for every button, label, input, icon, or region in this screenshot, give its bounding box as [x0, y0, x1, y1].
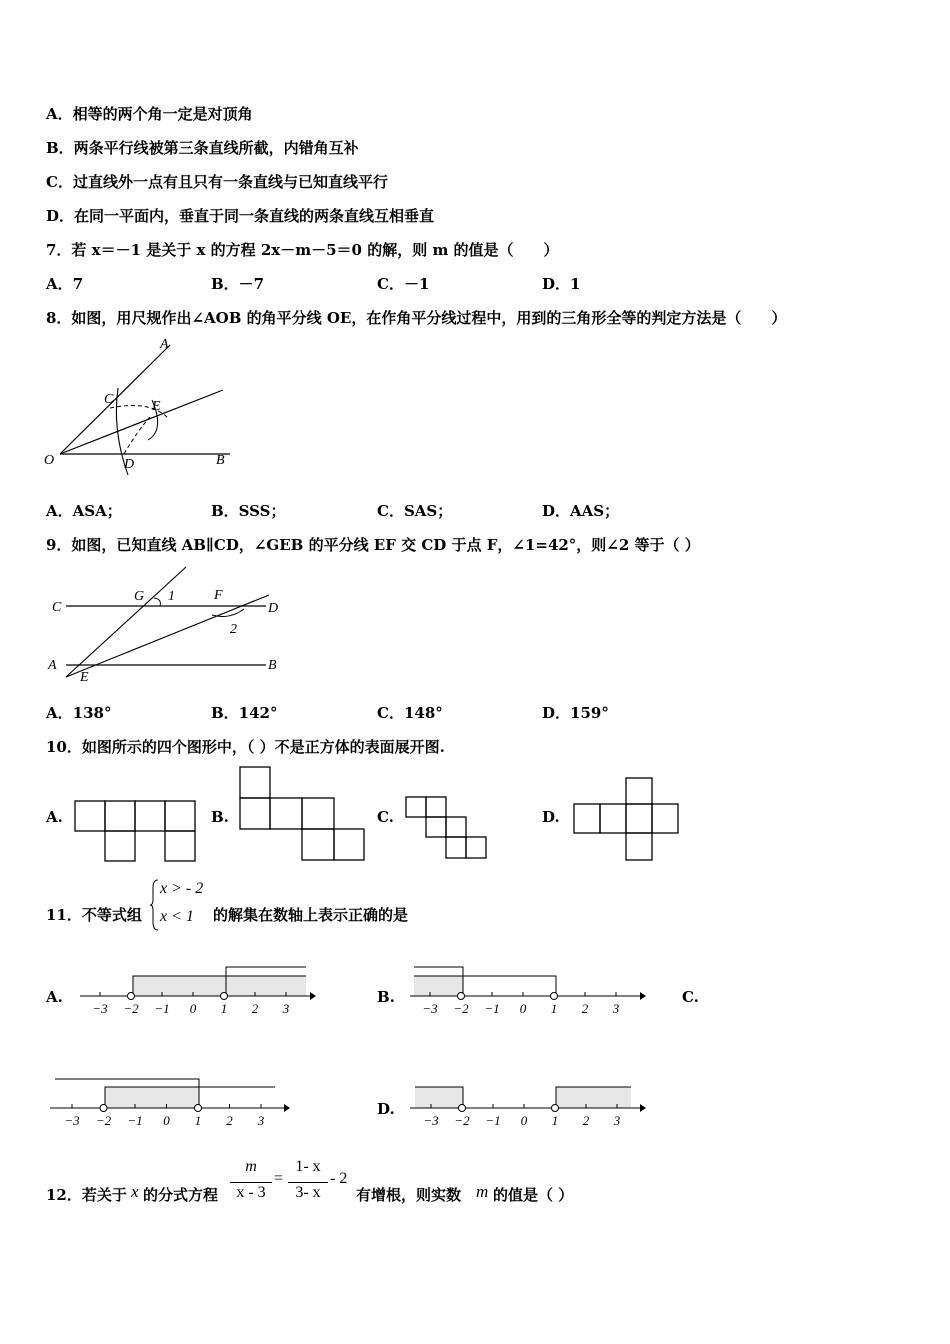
axis-arrow: [640, 1104, 646, 1112]
q8-option-c: C．SAS；: [377, 502, 453, 520]
q10-label-d: D.: [542, 808, 560, 826]
open-endpoint: [195, 1105, 202, 1112]
q9-option-a: A．138°: [46, 704, 112, 722]
open-endpoint: [459, 1105, 466, 1112]
q8-label-o: O: [44, 453, 55, 468]
tick-label: 1: [551, 1113, 559, 1128]
tick-label: 2: [582, 1113, 590, 1128]
q8-figure: [40, 330, 240, 480]
q9-label-e: E: [80, 670, 89, 685]
tick-label: −3: [422, 1001, 438, 1016]
tick-label: −2: [95, 1113, 112, 1128]
tick-label: 0: [519, 1001, 527, 1016]
q9-stem: 9．如图，已知直线 AB∥CD，∠GEB 的平分线 EF 交 CD 于点 F，∠1=42°，则∠2 等于（ ）: [46, 536, 700, 554]
q12-suffix-1: 有增根，则实数: [356, 1186, 462, 1204]
q11-label-a: A.: [46, 988, 63, 1006]
q9-angle-2: 2: [230, 622, 237, 637]
q11-brace: [150, 878, 160, 932]
q9-option-b: B．142°: [211, 704, 278, 722]
tick-label: −2: [454, 1113, 470, 1128]
q6-option-a: A．相等的两个角一定是对顶角: [46, 105, 253, 123]
axis-arrow: [310, 992, 316, 1000]
q8-label-e: E: [152, 399, 161, 414]
q10-label-a: A.: [46, 808, 63, 826]
tick-label: −1: [127, 1113, 143, 1128]
q9-figure: [44, 565, 294, 685]
q6-option-d: D．在同一平面内，垂直于同一条直线的两条直线互相垂直: [46, 207, 435, 225]
axis-arrow: [284, 1104, 290, 1112]
q12-frac2-denominator: 3- x: [295, 1184, 321, 1201]
q10-net-d: [572, 777, 680, 862]
open-endpoint: [221, 993, 228, 1000]
q8-option-a: A．ASA；: [46, 502, 122, 520]
q6-option-c: C．过直线外一点有且只有一条直线与已知直线平行: [46, 173, 388, 191]
q6-option-b: B．两条平行线被第三条直线所截，内错角互补: [46, 139, 359, 157]
q10-stem: 10．如图所示的四个图形中，（ ）不是正方体的表面展开图.: [46, 738, 445, 756]
q11-inequality-2: x < 1: [160, 908, 194, 925]
q9-label-a: A: [48, 658, 57, 673]
q10-label-b: B.: [211, 808, 229, 826]
open-endpoint: [552, 1105, 559, 1112]
tick-label: −2: [453, 1001, 469, 1016]
q9-angle-1: 1: [168, 589, 175, 604]
q7-stem: 7．若 x＝－1 是关于 x 的方程 2x－m－5＝0 的解，则 m 的值是（ ）: [46, 241, 559, 259]
q10-net-a: [74, 800, 196, 862]
q11-label-d: D.: [377, 1100, 395, 1118]
tick-label: 0: [520, 1113, 528, 1128]
q8-option-b: B．SSS；: [211, 502, 286, 520]
tick-label: 1: [550, 1001, 558, 1016]
q8-label-d: D: [124, 457, 135, 472]
q12-frac2-numerator: 1- x: [295, 1158, 321, 1175]
q10-label-c: C.: [377, 808, 394, 826]
q8-option-d: D．AAS；: [542, 502, 620, 520]
q10-net-b: [238, 766, 366, 862]
q9-label-b: B: [268, 658, 277, 673]
open-endpoint: [100, 1105, 107, 1112]
q12-var-m: m: [476, 1182, 489, 1201]
open-endpoint: [128, 993, 135, 1000]
tick-label: 3: [613, 1113, 621, 1128]
q11-stem-suffix: 的解集在数轴上表示正确的是: [213, 906, 409, 924]
q9-option-d: D．159°: [542, 704, 609, 722]
q11-numberline-d: [410, 1072, 650, 1130]
tick-label: −2: [123, 1001, 139, 1016]
tick-label: 3: [282, 1001, 290, 1016]
tick-label: 2: [581, 1001, 589, 1016]
q9-label-d: D: [268, 601, 279, 616]
q11-numberline-b: [410, 960, 650, 1018]
q8-stem: 8．如图，用尺规作出∠AOB 的角平分线 OE，在作角平分线过程中，用到的三角形全等的判定方法是（ ）: [46, 309, 787, 327]
q12-var-x: x: [131, 1182, 139, 1201]
tick-label: −3: [64, 1113, 80, 1128]
tick-label: −3: [423, 1113, 439, 1128]
open-endpoint: [551, 993, 558, 1000]
q7-option-c: C．－1: [377, 275, 430, 293]
q8-label-b: B: [216, 453, 225, 468]
q12-fraction-2: [288, 1158, 328, 1208]
tick-label: 1: [220, 1001, 228, 1016]
q11-label-c: C.: [682, 988, 699, 1006]
tick-label: −1: [485, 1113, 501, 1128]
q12-prefix: 12．若关于: [46, 1186, 127, 1204]
q11-numberline-a: [80, 960, 320, 1018]
axis-arrow: [640, 992, 646, 1000]
q9-label-c: C: [52, 600, 62, 615]
q7-option-a: A．7: [46, 275, 84, 293]
q12-equals: =: [274, 1170, 284, 1187]
tick-label: 0: [189, 1001, 197, 1016]
q12-fraction-1: [230, 1158, 272, 1208]
tick-label: 1: [194, 1113, 202, 1128]
tick-label: 3: [612, 1001, 620, 1016]
tick-label: 3: [257, 1113, 265, 1128]
tick-label: 0: [163, 1113, 170, 1128]
tick-label: −1: [154, 1001, 170, 1016]
q9-option-c: C．148°: [377, 704, 443, 722]
q12-mid: 的分式方程: [143, 1186, 219, 1204]
tick-label: −3: [92, 1001, 108, 1016]
open-endpoint: [458, 993, 465, 1000]
q8-label-c: C: [104, 392, 114, 407]
q12-frac1-numerator: m: [245, 1158, 257, 1175]
q12-minus-two: - 2: [330, 1170, 348, 1187]
q12-suffix-2: 的值是（ ）: [493, 1186, 574, 1204]
q11-stem-prefix: 11．不等式组: [46, 906, 142, 924]
tick-label: 2: [226, 1113, 233, 1128]
q7-option-b: B．－7: [211, 275, 265, 293]
tick-label: −1: [484, 1001, 500, 1016]
q9-label-f: F: [214, 588, 223, 603]
q11-numberline-c: [50, 1072, 295, 1130]
q7-option-d: D．1: [542, 275, 581, 293]
q9-label-g: G: [134, 589, 145, 604]
q10-net-c: [404, 796, 488, 862]
q11-label-b: B.: [377, 988, 395, 1006]
q8-label-a: A: [160, 337, 169, 352]
q11-inequality-1: x > - 2: [160, 880, 204, 897]
q12-frac1-denominator: x - 3: [236, 1184, 266, 1201]
tick-label: 2: [251, 1001, 259, 1016]
